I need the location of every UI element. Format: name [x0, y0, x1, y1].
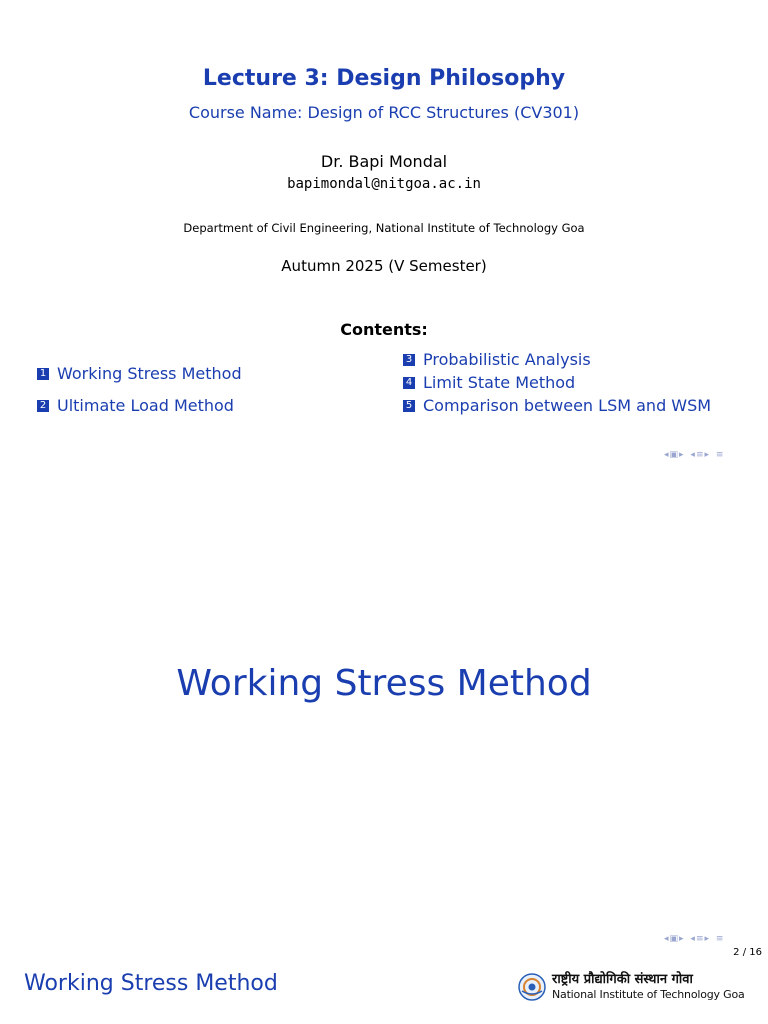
toc-item-5[interactable]	[403, 396, 711, 415]
author-name: Dr. Bapi Mondal	[320, 152, 448, 171]
toc-item-3[interactable]	[403, 350, 591, 369]
nav-appendix-icon[interactable]: ≡	[715, 450, 725, 460]
title-slide	[0, 0, 768, 475]
nav-frame-icon[interactable]: ◂▣▸	[664, 934, 685, 944]
toc-number: 3	[403, 354, 415, 366]
section-title: Working Stress Method	[176, 663, 592, 704]
author-email[interactable]: bapimondal@nitgoa.ac.in	[287, 176, 481, 192]
term: Autumn 2025 (V Semester)	[281, 257, 487, 275]
toc-label[interactable]: Ultimate Load Method	[57, 396, 234, 415]
course-name: Course Name: Design of RCC Structures (CV301)	[188, 103, 580, 122]
toc-label[interactable]: Comparison between LSM and WSM	[423, 396, 712, 415]
logo-english-text: National Institute of Technology Goa	[552, 988, 745, 1001]
institute-logo	[518, 972, 745, 1002]
beamer-navigation	[664, 450, 726, 460]
toc-number: 1	[37, 368, 49, 380]
lecture-title: Lecture 3: Design Philosophy	[202, 66, 566, 91]
toc-label[interactable]: Limit State Method	[423, 373, 576, 392]
page-number: 2 / 16	[733, 947, 762, 958]
toc-item-1[interactable]	[37, 364, 242, 383]
logo-hindi-text: राष्ट्रीय प्रौद्योगिकी संस्थान गोवा	[552, 972, 693, 987]
nav-appendix-icon[interactable]: ≡	[715, 934, 725, 944]
section-slide	[0, 475, 768, 1024]
contents-heading: Contents:	[340, 320, 428, 339]
toc-number: 4	[403, 377, 415, 389]
nav-frame-icon[interactable]: ◂▣▸	[664, 450, 685, 460]
nav-section-icon[interactable]: ◂≡▸	[690, 450, 710, 460]
toc-label[interactable]: Probabilistic Analysis	[423, 350, 591, 369]
toc-label[interactable]: Working Stress Method	[57, 364, 242, 383]
toc-item-4[interactable]	[403, 373, 575, 392]
nav-section-icon[interactable]: ◂≡▸	[690, 934, 710, 944]
department: Department of Civil Engineering, National Institute of Technology Goa	[183, 221, 585, 235]
footer-section-title: Working Stress Method	[24, 971, 278, 996]
toc-item-2[interactable]	[37, 396, 234, 415]
toc-number: 2	[37, 400, 49, 412]
nit-goa-emblem-icon	[518, 973, 546, 1001]
toc-number: 5	[403, 400, 415, 412]
beamer-navigation	[664, 934, 726, 944]
